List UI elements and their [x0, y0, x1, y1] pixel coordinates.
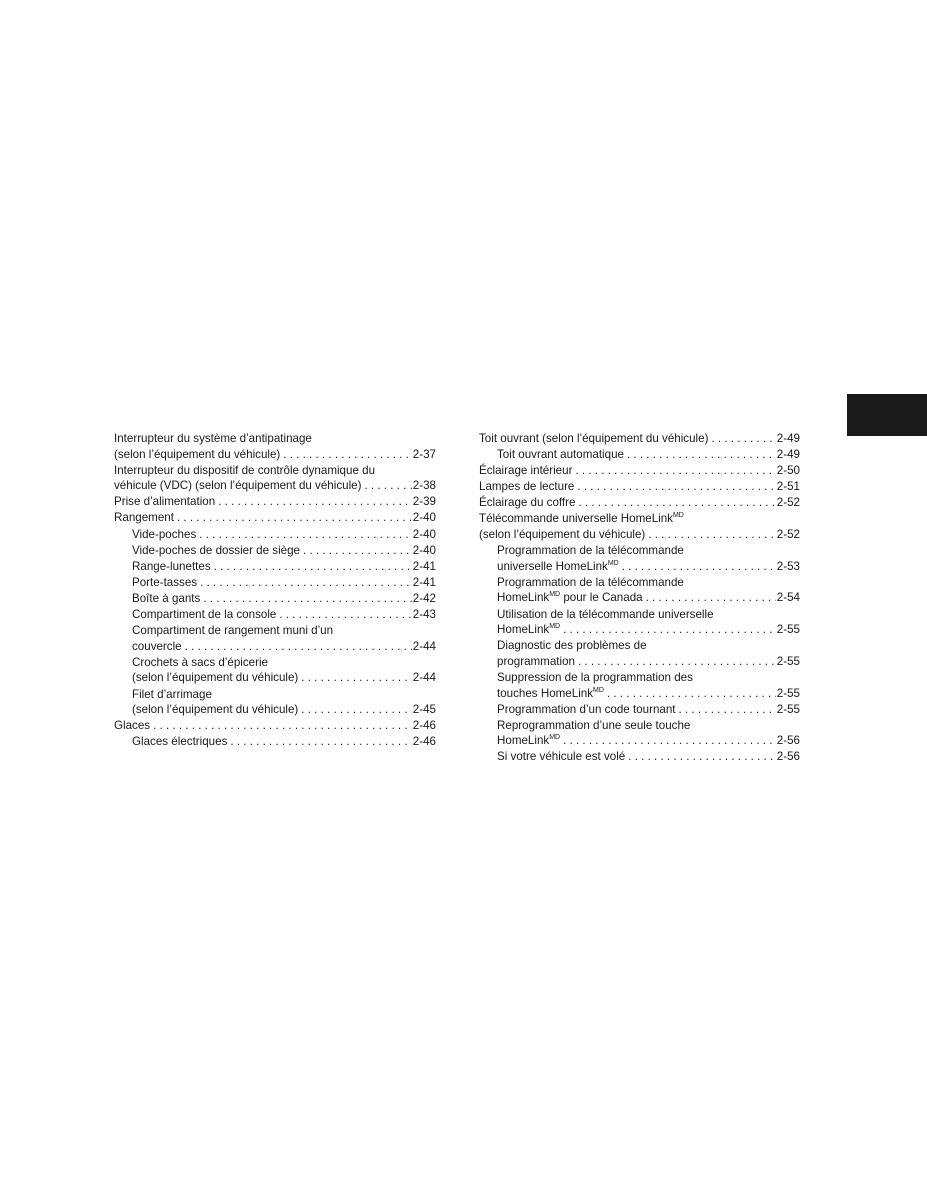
toc-entry-line: Interrupteur du dispositif de contrôle dynamique du [114, 463, 376, 477]
toc-page-number: 2-38 [412, 479, 436, 493]
dot-leader [646, 590, 776, 606]
toc-right-column [479, 431, 800, 765]
toc-page-number: 2-49 [776, 448, 800, 462]
toc-page-number: 2-49 [776, 432, 800, 445]
toc-page-number: 2-43 [412, 608, 436, 622]
dot-leader [283, 447, 412, 463]
toc-entry-title: véhicule (VDC) (selon l’équipement du véhicule) [114, 479, 362, 493]
toc-entry-leader-row [132, 702, 436, 718]
toc-entry-leader-row [497, 622, 800, 638]
toc-entry-leader-row [497, 590, 800, 606]
toc-page-number: 2-44 [412, 639, 436, 653]
toc-entry[interactable] [114, 591, 436, 607]
toc-entry-leader-row [114, 478, 436, 494]
toc-entry-leader-row [132, 670, 436, 686]
toc-entry[interactable] [114, 431, 436, 462]
toc-entry-title: HomeLink$^{MD}$ [497, 623, 561, 637]
toc-entry-leader-row [132, 543, 436, 559]
toc-page-number: 2-45 [412, 703, 436, 717]
toc-page-number: 2-52 [776, 496, 800, 510]
toc-entry-title: (selon l’équipement du véhicule) [114, 447, 281, 461]
dot-leader [577, 479, 775, 495]
dot-leader [648, 527, 776, 543]
toc-entry-title: Glaces électriques [132, 735, 228, 749]
toc-left-column [114, 431, 436, 750]
toc-entry[interactable] [479, 718, 800, 749]
toc-entry-leader-row [479, 479, 800, 495]
dot-leader [177, 510, 412, 526]
toc-entry-leader-row [479, 463, 800, 479]
toc-entry[interactable] [479, 702, 800, 718]
toc-entry-leader-row [497, 654, 800, 670]
toc-page-number: 2-54 [776, 591, 800, 605]
toc-entry-title: Toit ouvrant automatique [497, 448, 624, 462]
toc-entry[interactable] [114, 718, 436, 734]
toc-entry[interactable] [114, 655, 436, 686]
toc-page-number: 2-53 [776, 559, 800, 573]
dot-leader [185, 639, 412, 655]
toc-entry-leader-row [132, 734, 436, 750]
dot-leader [230, 734, 411, 750]
toc-entry-title: (selon l’équipement du véhicule) [132, 703, 299, 717]
dot-leader [301, 670, 412, 686]
dot-leader [153, 718, 412, 734]
toc-page-number: 2-41 [412, 559, 436, 573]
toc-entry-title: universelle HomeLink$^{MD}$ [497, 559, 619, 573]
toc-entry[interactable] [114, 575, 436, 591]
toc-entry-line: Compartiment de rangement muni d’un [132, 624, 334, 638]
toc-entry-title: Compartiment de la console [132, 608, 277, 622]
toc-entry[interactable] [479, 670, 800, 701]
toc-entry-line: Télécommande universelle HomeLink$^{MD}$ [479, 512, 684, 526]
toc-entry-title: Porte-tasses [132, 575, 198, 589]
toc-entry-leader-row [114, 494, 436, 510]
toc-entry[interactable] [114, 527, 436, 543]
toc-entry[interactable] [114, 687, 436, 718]
toc-entry[interactable] [479, 463, 800, 479]
dot-leader [679, 702, 776, 718]
toc-entry[interactable] [114, 623, 436, 654]
toc-entry-leader-row [479, 431, 800, 447]
toc-entry-leader-row [132, 559, 436, 575]
dot-leader [563, 733, 776, 749]
toc-entry[interactable] [114, 494, 436, 510]
toc-entry-leader-row [114, 718, 436, 734]
toc-entry-title: touches HomeLink$^{MD}$ [497, 686, 604, 700]
dot-leader [578, 654, 776, 670]
toc-entry[interactable] [479, 479, 800, 495]
toc-entry-title: HomeLink$^{MD}$ [497, 734, 561, 748]
toc-entry-title: Rangement [114, 511, 174, 525]
toc-entry[interactable] [114, 463, 436, 494]
toc-entry-title: Toit ouvrant (selon l’équipement du véhicule) [479, 432, 709, 445]
toc-page-number: 2-55 [776, 702, 800, 716]
dot-leader [303, 543, 412, 559]
toc-page-number: 2-46 [412, 719, 436, 733]
dot-leader [218, 494, 412, 510]
dot-leader [279, 607, 411, 623]
toc-entry-title: couvercle [132, 639, 182, 653]
toc-entry-title: Éclairage du coffre [479, 496, 576, 510]
toc-entry[interactable] [114, 543, 436, 559]
dot-leader [578, 495, 775, 511]
toc-entry-line: Interrupteur du système d’antipatinage [114, 432, 312, 445]
toc-page-number: 2-37 [412, 447, 436, 461]
toc-entry-title: Programmation d’un code tournant [497, 702, 676, 716]
toc-entry-title: programmation [497, 654, 575, 668]
toc-entry-title: Glaces [114, 719, 151, 733]
toc-page-number: 2-40 [412, 543, 436, 557]
toc-entry[interactable] [479, 431, 800, 447]
toc-page-number: 2-50 [776, 464, 800, 478]
toc-entry-leader-row [479, 527, 800, 543]
toc-entry-line: Utilisation de la télécommande universelle [497, 607, 714, 621]
toc-entry[interactable] [479, 495, 800, 511]
toc-entry[interactable] [114, 510, 436, 526]
section-tab-marker [847, 394, 927, 436]
toc-page-number: 2-51 [776, 480, 800, 494]
toc-entry-title: Lampes de lecture [479, 480, 575, 494]
toc-entry[interactable] [114, 607, 436, 623]
toc-page-number: 2-55 [776, 654, 800, 668]
toc-entry-leader-row [132, 639, 436, 655]
toc-entry-title: Vide-poches [132, 527, 197, 541]
toc-page-number: 2-56 [776, 734, 800, 748]
dot-leader [575, 463, 775, 479]
toc-entry[interactable] [479, 749, 800, 765]
toc-page-number: 2-42 [412, 591, 436, 605]
toc-page-number: 2-55 [776, 686, 800, 700]
dot-leader [563, 622, 776, 638]
toc-entry-leader-row [132, 527, 436, 543]
toc-entry-title: Si votre véhicule est volé [497, 750, 626, 764]
toc-entry-line: Suppression de la programmation des [497, 670, 693, 684]
toc-entry-leader-row [114, 510, 436, 526]
toc-entry-title: Prise d’alimentation [114, 495, 216, 509]
dot-leader [203, 591, 411, 607]
dot-leader [214, 559, 412, 575]
toc-entry-leader-row [497, 702, 800, 718]
toc-page-number: 2-56 [776, 750, 800, 764]
toc-page-number: 2-41 [412, 575, 436, 589]
toc-entry-leader-row [114, 447, 436, 463]
toc-entry-leader-row [132, 575, 436, 591]
dot-leader [607, 686, 776, 702]
toc-entry[interactable] [479, 447, 800, 463]
toc-entry[interactable] [114, 559, 436, 575]
dot-leader [622, 559, 776, 575]
toc-entry-line: Filet d’arrimage [132, 687, 212, 701]
toc-entry-leader-row [497, 749, 800, 765]
toc-entry-leader-row [497, 686, 800, 702]
toc-entry[interactable] [479, 511, 800, 542]
dot-leader [364, 478, 411, 494]
toc-entry[interactable] [479, 638, 800, 669]
toc-entry[interactable] [114, 734, 436, 750]
toc-entry-line: Programmation de la télécommande [497, 544, 684, 558]
toc-entry-title: Éclairage intérieur [479, 464, 573, 478]
toc-page-number: 2-44 [412, 671, 436, 685]
toc-entry-title: HomeLink$^{MD}$ pour le Canada [497, 591, 643, 605]
dot-leader [711, 431, 775, 447]
toc-entry-line: Programmation de la télécommande [497, 575, 684, 589]
toc-entry-line: Diagnostic des problèmes de [497, 639, 647, 653]
dot-leader [199, 527, 412, 543]
toc-entry-title: (selon l’équipement du véhicule) [479, 528, 646, 542]
toc-entry-leader-row [497, 447, 800, 463]
toc-entry-title: (selon l’équipement du véhicule) [132, 671, 299, 685]
toc-page-number: 2-55 [776, 623, 800, 637]
toc-entry-leader-row [479, 495, 800, 511]
toc-entry-title: Vide-poches de dossier de siège [132, 543, 301, 557]
dot-leader [301, 702, 412, 718]
dot-leader [628, 749, 776, 765]
toc-entry-line: Reprogrammation d’une seule touche [497, 718, 691, 732]
toc-entry-leader-row [497, 733, 800, 749]
toc-page-number: 2-40 [412, 527, 436, 541]
toc-page-number: 2-46 [412, 735, 436, 749]
toc-entry-title: Range-lunettes [132, 559, 211, 573]
toc-entry[interactable] [479, 607, 800, 638]
toc-page-number: 2-52 [776, 528, 800, 542]
toc-entry-title: Boîte à gants [132, 591, 201, 605]
dot-leader [627, 447, 776, 463]
dot-leader [200, 575, 412, 591]
toc-entry-leader-row [132, 591, 436, 607]
toc-entry[interactable] [479, 575, 800, 606]
toc-page-number: 2-40 [412, 511, 436, 525]
toc-entry[interactable] [479, 543, 800, 574]
toc-entry-leader-row [132, 607, 436, 623]
toc-page-number: 2-39 [412, 495, 436, 509]
toc-entry-line: Crochets à sacs d’épicerie [132, 655, 268, 669]
toc-entry-leader-row [497, 559, 800, 575]
